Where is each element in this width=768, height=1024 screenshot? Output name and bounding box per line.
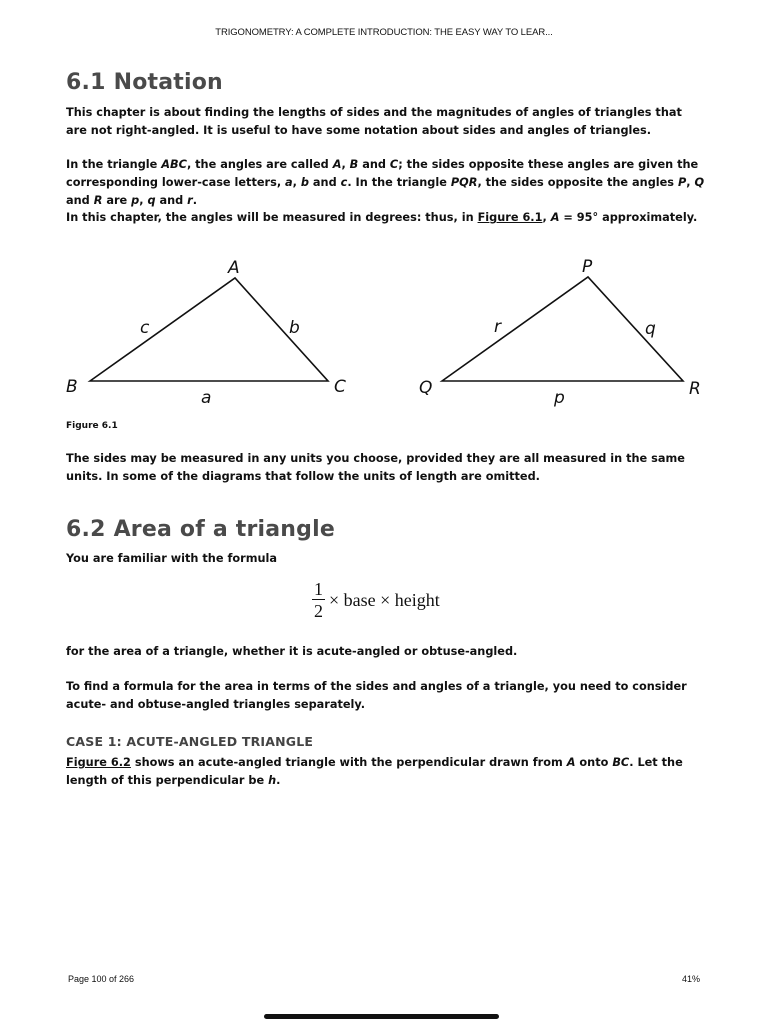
vertex-label-r: R: [689, 379, 701, 399]
side-label-q: q: [645, 319, 656, 339]
side-label-a: a: [201, 388, 212, 408]
section-heading-notation: [66, 70, 223, 95]
running-header: TRIGONOMETRY: A COMPLETE INTRODUCTION: THE EASY WAY TO LEAR...: [215, 27, 553, 38]
triangle-pqr: [419, 257, 701, 408]
figure-6-1-link[interactable]: Figure 6.1: [477, 211, 543, 224]
paragraph-notation: In the triangle ABC, the angles are called A, B and C; the sides opposite these angles are given the corresponding lower-case letters, a, b and c. In the triangle PQR, the sides opposite the angles P, Q and R are p, q and r.: [66, 158, 705, 207]
paragraph-approach: To find a formula for the area in terms of the sides and angles of a triangle, you need to consider acute- and obtuse-angled triangles separately.: [66, 680, 687, 711]
vertex-label-b: B: [66, 377, 78, 397]
vertex-label-q: Q: [419, 378, 433, 398]
paragraph-case-1: Figure 6.2 shows an acute-angled triangle with the perpendicular drawn from A onto BC. Let the length of this perpendicular be h.: [66, 756, 683, 787]
paragraph-formula-intro: You are familiar with the formula: [66, 552, 277, 565]
figure-6-1-triangles: [0, 250, 768, 410]
paragraph-degrees: In this chapter, the angles will be measured in degrees: thus, in Figure 6.1, A = 95° approximately.: [66, 211, 698, 224]
section-number: 6.2: [66, 517, 106, 542]
section-number: 6.1: [66, 70, 106, 95]
formula-rest: × base × height: [329, 589, 440, 610]
paragraph-units: The sides may be measured in any units you choose, provided they are all measured in the same units. In some of the diagrams that follow the units of length are omitted.: [66, 452, 685, 483]
vertex-label-a: A: [228, 258, 240, 278]
figure-6-2-link[interactable]: Figure 6.2: [66, 756, 131, 769]
side-label-b: b: [289, 318, 300, 338]
side-label-r: r: [494, 317, 501, 337]
triangle-abc: [66, 258, 346, 408]
home-indicator-bar[interactable]: [264, 1014, 499, 1019]
side-label-p: p: [554, 388, 565, 408]
reading-progress: 41%: [681, 974, 700, 984]
section-title: Notation: [113, 70, 223, 95]
page-indicator: Page 100 of 266: [68, 974, 135, 984]
paragraph-intro: This chapter is about finding the lengths of sides and the magnitudes of angles of triangles that are not right-angled. It is useful to have some notation about sides and angles of triangles.: [66, 106, 682, 137]
vertex-label-p: P: [582, 257, 593, 277]
figure-caption: Figure 6.1: [66, 421, 118, 431]
section-title: Area of a triangle: [113, 517, 335, 542]
vertex-label-c: C: [334, 377, 346, 397]
fraction-one-half: $\frac{1}{2}$: [314, 579, 323, 621]
case-1-heading: CASE 1: ACUTE-ANGLED TRIANGLE: [66, 734, 314, 749]
side-label-c: c: [140, 318, 150, 338]
area-formula: [312, 580, 440, 620]
paragraph-area-types: for the area of a triangle, whether it is acute-angled or obtuse-angled.: [66, 645, 518, 658]
section-heading-area: [66, 517, 335, 542]
